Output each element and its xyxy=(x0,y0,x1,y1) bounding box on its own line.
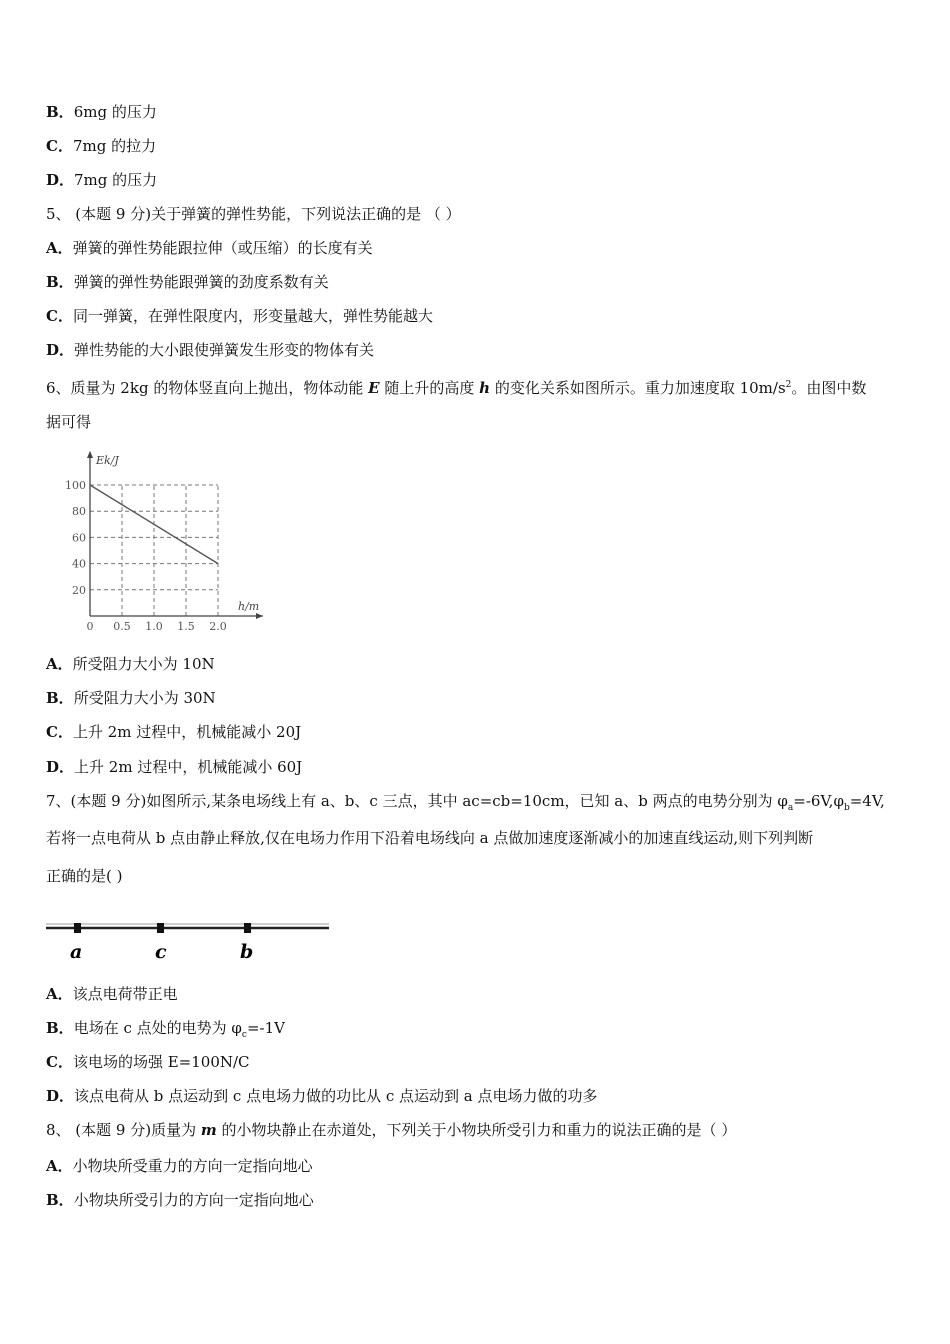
q7-option-a: A．该点电荷带正电 xyxy=(46,985,178,1003)
chart-ticks xyxy=(65,479,227,633)
point-c-marker xyxy=(157,923,164,933)
x-tick-label: 0 xyxy=(86,620,94,633)
q5-option-d: D．弹性势能的大小跟使弹簧发生形变的物体有关 xyxy=(46,341,375,359)
field-line-figure xyxy=(44,902,334,972)
q7-stem-line1: 7、(本题 9 分)如图所示,某条电场线上有 a、b、c 三点，其中 ac=cb=10cm，已知 a、b 两点的电势分别为 $\varphi_a=-6V,\varphi_b=4V$, xyxy=(46,792,885,813)
q4-option-d: D．7mg 的压力 xyxy=(46,171,158,189)
x-axis-arrow xyxy=(256,613,263,619)
x-tick-label: 1.0 xyxy=(145,620,163,633)
q5-option-a: A．弹簧的弹性势能跟拉伸（或压缩）的长度有关 xyxy=(46,239,373,257)
y-tick-label: 80 xyxy=(72,505,86,519)
q6-option-a: A．所受阻力大小为 10N xyxy=(46,655,215,673)
q6-option-b: B．所受阻力大小为 30N xyxy=(46,689,216,707)
point-b-label: b xyxy=(240,941,254,963)
y-tick-label: 100 xyxy=(65,479,86,492)
q5-option-c: C．同一弹簧，在弹性限度内，形变量越大，弹性势能越大 xyxy=(46,307,433,325)
point-a-marker xyxy=(74,923,81,933)
q7-option-b: B．电场在 c 点处的电势为 $\varphi_c=-1V$ xyxy=(46,1019,285,1040)
x-axis-label: h/m xyxy=(238,600,260,613)
q5-stem: 5、 (本题 9 分)关于弹簧的弹性势能，下列说法正确的是 （ ） xyxy=(46,205,461,223)
point-b-marker xyxy=(244,923,251,933)
y-tick-label: 40 xyxy=(72,557,86,571)
q7-option-d: D．该点电荷从 b 点运动到 c 点电场力做的功比从 c 点运动到 a 点电场力做的功多 xyxy=(46,1087,598,1105)
q6-option-c: C．上升 2m 过程中，机械能减小 20J xyxy=(46,723,302,741)
point-c-label: c xyxy=(155,941,167,963)
q8-option-b: B．小物块所受引力的方向一定指向地心 xyxy=(46,1191,314,1209)
y-tick-label: 20 xyxy=(72,583,86,597)
ek-h-chart xyxy=(58,448,273,638)
chart-axes xyxy=(87,451,263,619)
q4-option-c: C．7mg 的拉力 xyxy=(46,137,157,155)
y-axis-arrow xyxy=(87,451,93,458)
q8-option-a: A．小物块所受重力的方向一定指向地心 xyxy=(46,1157,313,1175)
point-a-label: a xyxy=(70,941,83,963)
y-axis-label: Ek/J xyxy=(96,454,119,467)
q7-stem-line2: 若将一点电荷从 b 点由静止释放,仅在电场力作用下沿着电场线向 a 点做加速度逐渐减小的加速直线运动,则下列判断 xyxy=(46,829,814,847)
x-tick-label: 1.5 xyxy=(177,620,195,633)
q6-option-d: D．上升 2m 过程中，机械能减小 60J xyxy=(46,758,303,776)
q8-stem: 8、 (本题 9 分)质量为 m 的小物块静止在赤道处，下列关于小物块所受引力和重力的说法正确的是（ ） xyxy=(46,1121,737,1139)
q4-option-b: B．6mg 的压力 xyxy=(46,103,157,121)
q7-option-c: C．该电场的场强 E=100N/C xyxy=(46,1053,250,1071)
chart-grid xyxy=(90,485,218,616)
q6-stem-line2: 据可得 xyxy=(46,413,92,431)
x-tick-label: 0.5 xyxy=(113,620,131,633)
x-tick-label: 2.0 xyxy=(209,620,227,633)
q5-option-b: B．弹簧的弹性势能跟弹簧的劲度系数有关 xyxy=(46,273,329,291)
q7-stem-line3: 正确的是( ) xyxy=(46,867,123,885)
q6-stem: 6、质量为 2kg 的物体竖直向上抛出，物体动能 E 随上升的高度 h 的变化关系如图所示。重力加速度取 $10m/s^2$。由图中数 xyxy=(46,379,867,397)
y-tick-label: 60 xyxy=(72,531,86,545)
